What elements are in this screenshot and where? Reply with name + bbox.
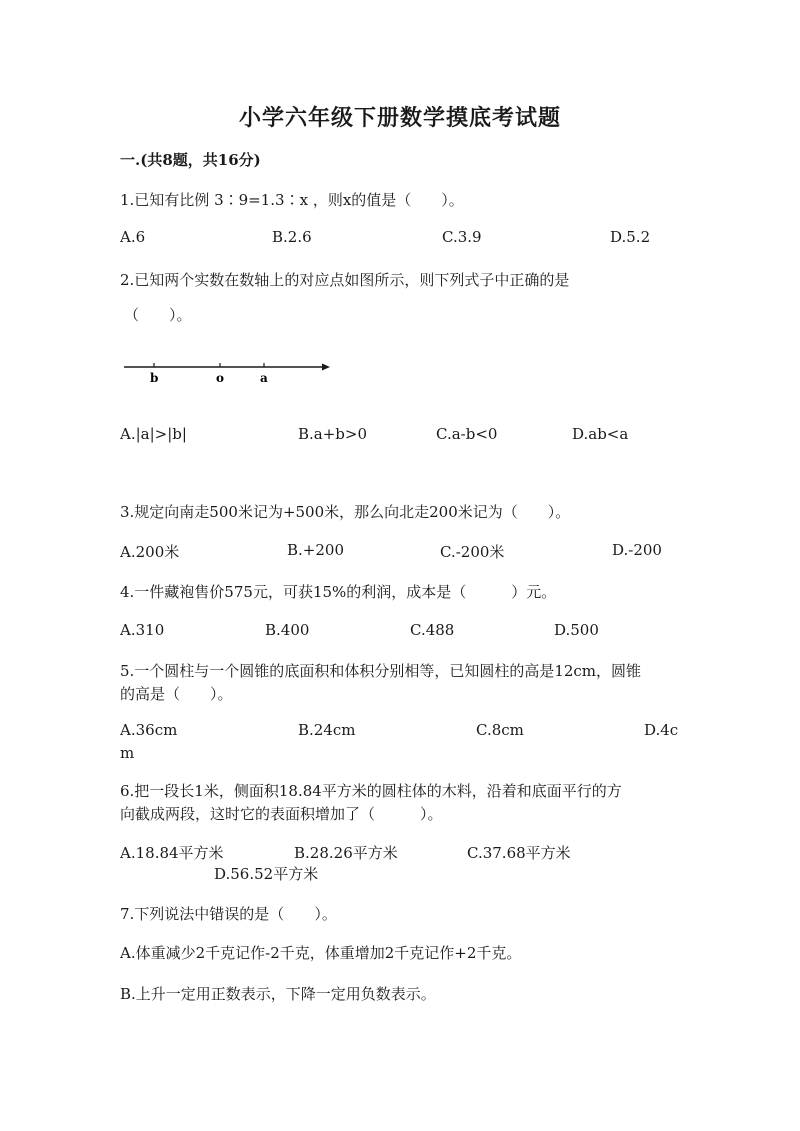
question-3-option-b: B.+200 (287, 541, 344, 559)
question-5-option-c: C.8cm (476, 721, 524, 739)
section-heading: 一.(共8题，共16分) (120, 151, 261, 169)
question-2-text-line1: 2.已知两个实数在数轴上的对应点如图所示，则下列式子中正确的是 (120, 271, 570, 289)
question-2-text-line2: （ ）。 (124, 306, 192, 324)
question-3-option-c: C.-200米 (440, 543, 505, 561)
question-4-option-b: B.400 (265, 621, 310, 639)
question-7-option-a: A.体重减少2千克记作-2千克，体重增加2千克记作+2千克。 (120, 944, 522, 962)
question-1-option-c: C.3.9 (442, 228, 482, 246)
question-5-option-d-wrap: m (120, 744, 135, 762)
question-6-text-line1: 6.把一段长1米，侧面积18.84平方米的圆柱体的木料，沿着和底面平行的方 (120, 782, 622, 800)
question-2-option-d: D.ab<a (572, 425, 629, 443)
question-2-option-a: A.|a|>|b| (120, 425, 187, 443)
page-title: 小学六年级下册数学摸底考试题 (238, 105, 561, 131)
question-7-text: 7.下列说法中错误的是（ ）。 (120, 905, 337, 923)
question-1-text: 1.已知有比例 3∶9=1.3∶x ，则x的值是（ ）。 (120, 191, 464, 209)
question-4-option-d: D.500 (554, 621, 599, 639)
question-5-option-b: B.24cm (298, 721, 356, 739)
number-line-arrow (322, 364, 330, 371)
label-o: o (216, 371, 225, 385)
question-3-text: 3.规定向南走500米记为+500米，那么向北走200米记为（ ）。 (120, 503, 571, 521)
question-5-text-line2: 的高是（ ）。 (120, 685, 233, 703)
question-2-option-c: C.a-b<0 (436, 425, 498, 443)
question-1-option-d: D.5.2 (610, 228, 651, 246)
question-4-option-a: A.310 (120, 621, 165, 639)
question-4-text: 4.一件藏袍售价575元，可获15%的利润，成本是（ ）元。 (120, 583, 557, 601)
question-3-option-a: A.200米 (120, 543, 180, 561)
number-line-figure (120, 355, 335, 387)
question-5-text-line1: 5.一个圆柱与一个圆锥的底面积和体积分别相等，已知圆柱的高是12cm，圆锥 (120, 662, 642, 680)
label-a: a (260, 371, 268, 385)
question-6-option-c: C.37.68平方米 (467, 844, 571, 862)
question-5-option-d: D.4c (644, 721, 679, 739)
question-6-option-a: A.18.84平方米 (120, 844, 224, 862)
question-2-option-b: B.a+b>0 (298, 425, 368, 443)
question-1-option-b: B.2.6 (272, 228, 312, 246)
question-5-option-a: A.36cm (120, 721, 178, 739)
question-6-option-b: B.28.26平方米 (294, 844, 398, 862)
question-1-option-a: A.6 (120, 228, 146, 246)
question-6-text-line2: 向截成两段，这时它的表面积增加了（ ）。 (120, 805, 443, 823)
label-b: b (150, 371, 159, 385)
question-7-option-b: B.上升一定用正数表示，下降一定用负数表示。 (120, 985, 436, 1003)
question-4-option-c: C.488 (410, 621, 455, 639)
question-6-option-d: D.56.52平方米 (214, 865, 319, 883)
question-3-option-d: D.-200 (612, 541, 662, 559)
